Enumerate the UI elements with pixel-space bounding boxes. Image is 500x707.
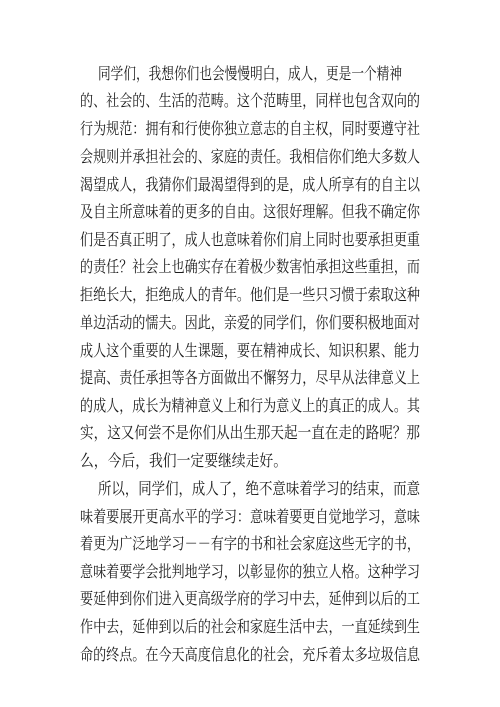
- text-line-19: 意味着要学会批判地学习，以彰显你的独立人格。这种学习: [80, 562, 420, 581]
- text-line-1: 同学们，我想你们也会慢慢明白，成人，更是一个精神: [98, 64, 402, 83]
- text-line-4: 会规则并承担社会的、家庭的责任。我相信你们绝大多数人: [80, 147, 420, 166]
- text-line-14: 实，这又何尝不是你们从出生那天起一直在走的路呢？那: [80, 423, 420, 442]
- text-line-15: 么，今后，我们一定要继续走好。: [80, 451, 287, 470]
- text-line-9: 拒绝长大，拒绝成人的青年。他们是一些只习惯于索取这种: [80, 285, 420, 304]
- text-line-10: 单边活动的懦夫。因此，亲爱的同学们，你们要积极地面对: [80, 313, 420, 332]
- text-line-2: 的、社会的、生活的范畴。这个范畴里，同样也包含双向的: [80, 91, 420, 110]
- text-line-16: 所以，同学们，成人了，绝不意味着学习的结束，而意: [98, 479, 420, 498]
- text-line-22: 命的终点。在今天高度信息化的社会，充斥着太多垃圾信息: [80, 645, 420, 664]
- text-line-11: 成人这个重要的人生课题，要在精神成长、知识积累、能力: [80, 341, 420, 360]
- text-line-8: 的责任？社会上也确实存在着极少数害怕承担这些重担，而: [80, 257, 420, 276]
- text-line-20: 要延伸到你们进入更高级学府的学习中去，延伸到以后的工: [80, 589, 420, 608]
- text-line-3: 行为规范：拥有和行使你独立意志的自主权，同时要遵守社: [80, 119, 420, 138]
- text-line-6: 及自主所意味着的更多的自由。这很好理解。但我不确定你: [80, 202, 420, 221]
- text-line-13: 的成人，成长为精神意义上和行为意义上的真正的成人。其: [80, 396, 420, 415]
- text-line-12: 提高、责任承担等各方面做出不懈努力，尽早从法律意义上: [80, 368, 420, 387]
- text-line-5: 渴望成人，我猜你们最渴望得到的是，成人所享有的自主以: [80, 175, 420, 194]
- text-line-21: 作中去，延伸到以后的社会和家庭生活中去，一直延续到生: [80, 617, 420, 636]
- text-line-18: 着更为广泛地学习－－有字的书和社会家庭这些无字的书，: [80, 534, 420, 553]
- text-line-17: 味着要展开更高水平的学习：意味着要更自觉地学习，意味: [80, 507, 420, 526]
- text-line-7: 们是否真正明了，成人也意味着你们肩上同时也要承担更重: [80, 230, 420, 249]
